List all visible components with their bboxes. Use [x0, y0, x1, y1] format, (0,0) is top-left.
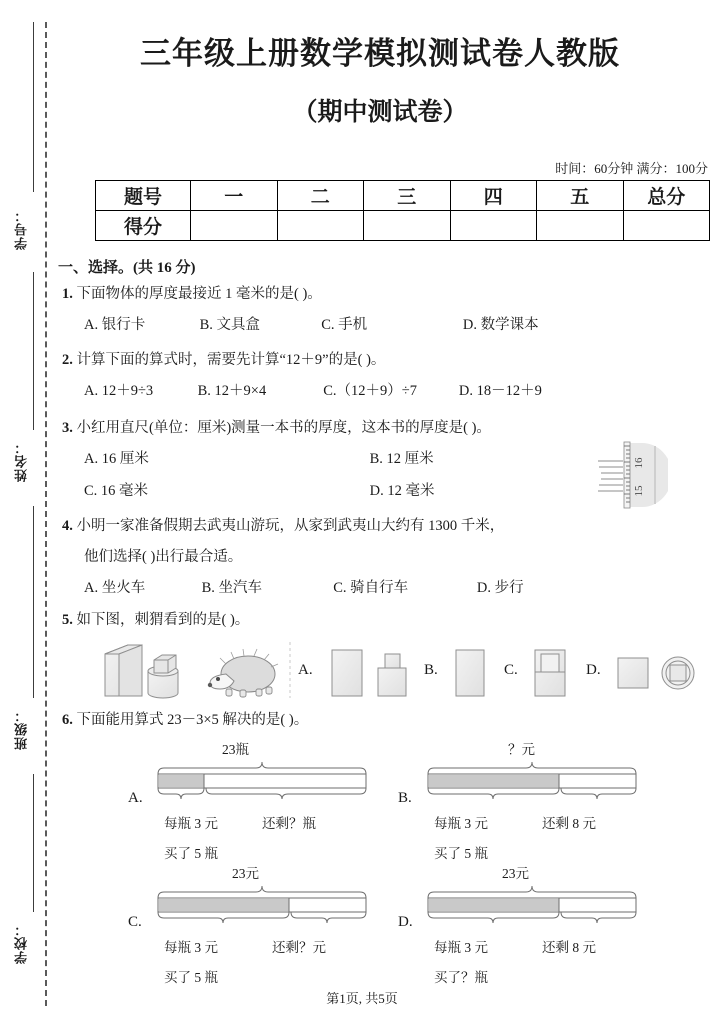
margin-rule-1 [33, 22, 34, 192]
left-brace [428, 788, 559, 799]
question-3-options-row1 [84, 449, 491, 471]
score-entry-cell[interactable] [191, 211, 278, 241]
question-1-option-b[interactable]: B. 文具盒 [199, 316, 261, 333]
question-2-stem-text: 计算下面的算式时，需要先计算“12＋9”的是( )。 [76, 352, 386, 368]
question-6-d-bottom-label: 买了？瓶 [434, 970, 488, 985]
filled-portion [429, 775, 559, 787]
question-5-option-b-letter[interactable]: B. [424, 662, 438, 678]
right-brace [291, 912, 366, 923]
question-6-option-d-letter[interactable]: D. [398, 914, 413, 930]
question-2-option-d[interactable]: D. 18－12＋9 [458, 382, 542, 399]
ruler-mark-16: 16 [633, 457, 645, 469]
score-table-cell: 四 [450, 181, 537, 211]
scene-cylinder-with-cube [148, 655, 178, 698]
question-3-number: 3. [62, 420, 73, 436]
top-brace [158, 886, 366, 898]
exam-time-and-score-note: 时间：60分钟 满分：100分 [555, 161, 708, 176]
page-subtitle: （期中测试卷） [292, 97, 468, 126]
question-4 [62, 516, 524, 599]
score-entry-cell[interactable] [364, 211, 451, 241]
question-6-a-top-label: 23瓶 [222, 742, 249, 757]
question-6-number: 6. [62, 712, 73, 728]
question-6-c-left-label: 每瓶 3 元 [164, 940, 218, 955]
margin-label-school: 学校： [14, 922, 29, 964]
question-1-options [84, 315, 539, 337]
question-5-option-d-letter[interactable]: D. [586, 662, 601, 678]
question-1-stem-line [62, 284, 539, 306]
question-1-option-a[interactable]: A. 银行卡 [84, 316, 146, 333]
scene-cuboid [105, 645, 142, 696]
question-3-options-row2 [84, 481, 491, 503]
option-c-figure [535, 650, 565, 696]
question-5-option-a-letter[interactable]: A. [298, 662, 313, 678]
question-3-option-c[interactable]: C. 16 毫米 [84, 482, 149, 499]
top-brace [428, 762, 636, 774]
question-2-option-c[interactable]: C.（12＋9）÷7 [323, 382, 418, 399]
question-1 [62, 284, 539, 337]
question-5 [62, 610, 249, 632]
question-2-option-a[interactable]: A. 12＋9÷3 [84, 382, 154, 399]
question-6-a-bottom-label: 买了 5 瓶 [164, 846, 218, 861]
score-table-cell: 三 [364, 181, 451, 211]
ruler-mark-15: 15 [633, 485, 645, 497]
question-3-stem-line [62, 418, 491, 440]
score-table [95, 180, 710, 241]
question-2-option-b[interactable]: B. 12＋9×4 [197, 382, 267, 399]
score-entry-cell[interactable] [277, 211, 364, 241]
question-6-b-top-label: ？元 [508, 742, 535, 757]
question-6-b-right-label: 还剩 8 元 [542, 816, 596, 831]
question-4-option-d[interactable]: D. 步行 [476, 579, 524, 596]
question-4-number: 4. [62, 518, 73, 534]
question-3-stem-text: 小红用直尺(单位：厘米)测量一本书的厚度，这本书的厚度是( )。 [76, 420, 491, 436]
score-table-cell: 二 [277, 181, 364, 211]
right-brace [561, 788, 636, 799]
question-5-number: 5. [62, 612, 73, 628]
question-3-option-d[interactable]: D. 12 毫米 [369, 482, 435, 499]
ruler-illustration [596, 441, 668, 514]
score-table-cell: 总分 [623, 181, 710, 211]
score-table-cell: 五 [537, 181, 624, 211]
left-brace [158, 912, 289, 923]
question-1-number: 1. [62, 286, 73, 302]
page-footer: 第1页, 共5页 [326, 991, 398, 1006]
question-2-options [84, 381, 542, 403]
question-6-c-bottom-label: 买了 5 瓶 [164, 970, 218, 985]
left-brace [158, 788, 204, 799]
question-6-d-top-label: 23元 [502, 866, 529, 881]
question-6-a-right-label: 还剩？瓶 [262, 816, 316, 831]
question-5-figure-row [100, 640, 700, 707]
question-3-option-b[interactable]: B. 12 厘米 [369, 450, 434, 467]
question-4-option-c[interactable]: C. 骑自行车 [333, 579, 409, 596]
table-row-question-numbers [96, 181, 710, 211]
option-b-figure [456, 650, 484, 696]
question-6-c-right-label: 还剩？元 [272, 940, 326, 955]
question-4-stem-line-1 [62, 516, 524, 538]
margin-label-name: 姓名： [14, 440, 29, 482]
question-4-options [84, 578, 524, 600]
filled-portion [429, 899, 559, 911]
margin-label-student-id: 学号： [14, 208, 29, 250]
question-6-stem-line [62, 710, 308, 732]
question-5-stem-line [62, 610, 249, 632]
option-a-figure [332, 650, 406, 696]
question-1-option-c[interactable]: C. 手机 [321, 316, 368, 333]
right-brace [206, 788, 366, 799]
page-title: 三年级上册数学模拟测试卷人教版 [140, 36, 620, 72]
question-4-stem-text-1: 小明一家准备假期去武夷山游玩，从家到武夷山大约有 1300 千米， [76, 518, 505, 534]
question-4-option-b[interactable]: B. 坐汽车 [201, 579, 263, 596]
question-1-stem-text: 下面物体的厚度最接近 1 毫米的是( )。 [76, 286, 322, 302]
question-6-option-c-letter[interactable]: C. [128, 914, 142, 930]
filled-portion [159, 899, 289, 911]
top-brace [158, 762, 366, 774]
section-heading-multiple-choice: 一、选择。(共 16 分) [58, 260, 196, 276]
top-brace [428, 886, 636, 898]
question-2-number: 2. [62, 352, 73, 368]
question-6-stem-text: 下面能用算式 23－3×5 解决的是( )。 [76, 712, 309, 728]
score-entry-cell[interactable] [623, 211, 710, 241]
score-table-cell: 一 [191, 181, 278, 211]
question-2-stem-line [62, 350, 542, 372]
question-5-stem-text: 如下图，刺猬看到的是( )。 [76, 612, 250, 628]
option-d-figure [618, 657, 694, 689]
margin-rule-2 [33, 272, 34, 430]
question-3-option-a[interactable]: A. 16 厘米 [84, 450, 149, 467]
table-row-scores [96, 211, 710, 241]
question-6-b-bottom-label: 买了 5 瓶 [434, 846, 488, 861]
question-2 [62, 350, 542, 403]
score-entry-cell[interactable] [450, 211, 537, 241]
question-6-a-left-label: 每瓶 3 元 [164, 816, 218, 831]
question-6-b-left-label: 每瓶 3 元 [434, 816, 488, 831]
question-6-c-top-label: 23元 [232, 866, 259, 881]
question-6-option-b-letter[interactable]: B. [398, 790, 412, 806]
question-6-option-a-letter[interactable]: A. [128, 790, 143, 806]
score-table-cell: 得分 [96, 211, 191, 241]
margin-rule-4 [33, 774, 34, 912]
question-5-option-c-letter[interactable]: C. [504, 662, 518, 678]
margin-info-column [12, 22, 46, 1006]
margin-label-class: 班级： [14, 708, 29, 750]
question-6 [62, 710, 308, 732]
margin-rule-3 [33, 506, 34, 698]
left-brace [428, 912, 559, 923]
right-brace [561, 912, 636, 923]
question-4-option-a[interactable]: A. 坐火车 [84, 579, 146, 596]
question-4-stem-line-2: 他们选择( )出行最合适。 [84, 548, 243, 565]
score-table-cell: 题号 [96, 181, 191, 211]
question-6-d-right-label: 还剩 8 元 [542, 940, 596, 955]
score-entry-cell[interactable] [537, 211, 624, 241]
question-6-d-left-label: 每瓶 3 元 [434, 940, 488, 955]
filled-portion [159, 775, 204, 787]
question-3 [62, 418, 491, 502]
question-1-option-d[interactable]: D. 数学课本 [462, 316, 539, 333]
hedgehog-icon [208, 649, 278, 697]
